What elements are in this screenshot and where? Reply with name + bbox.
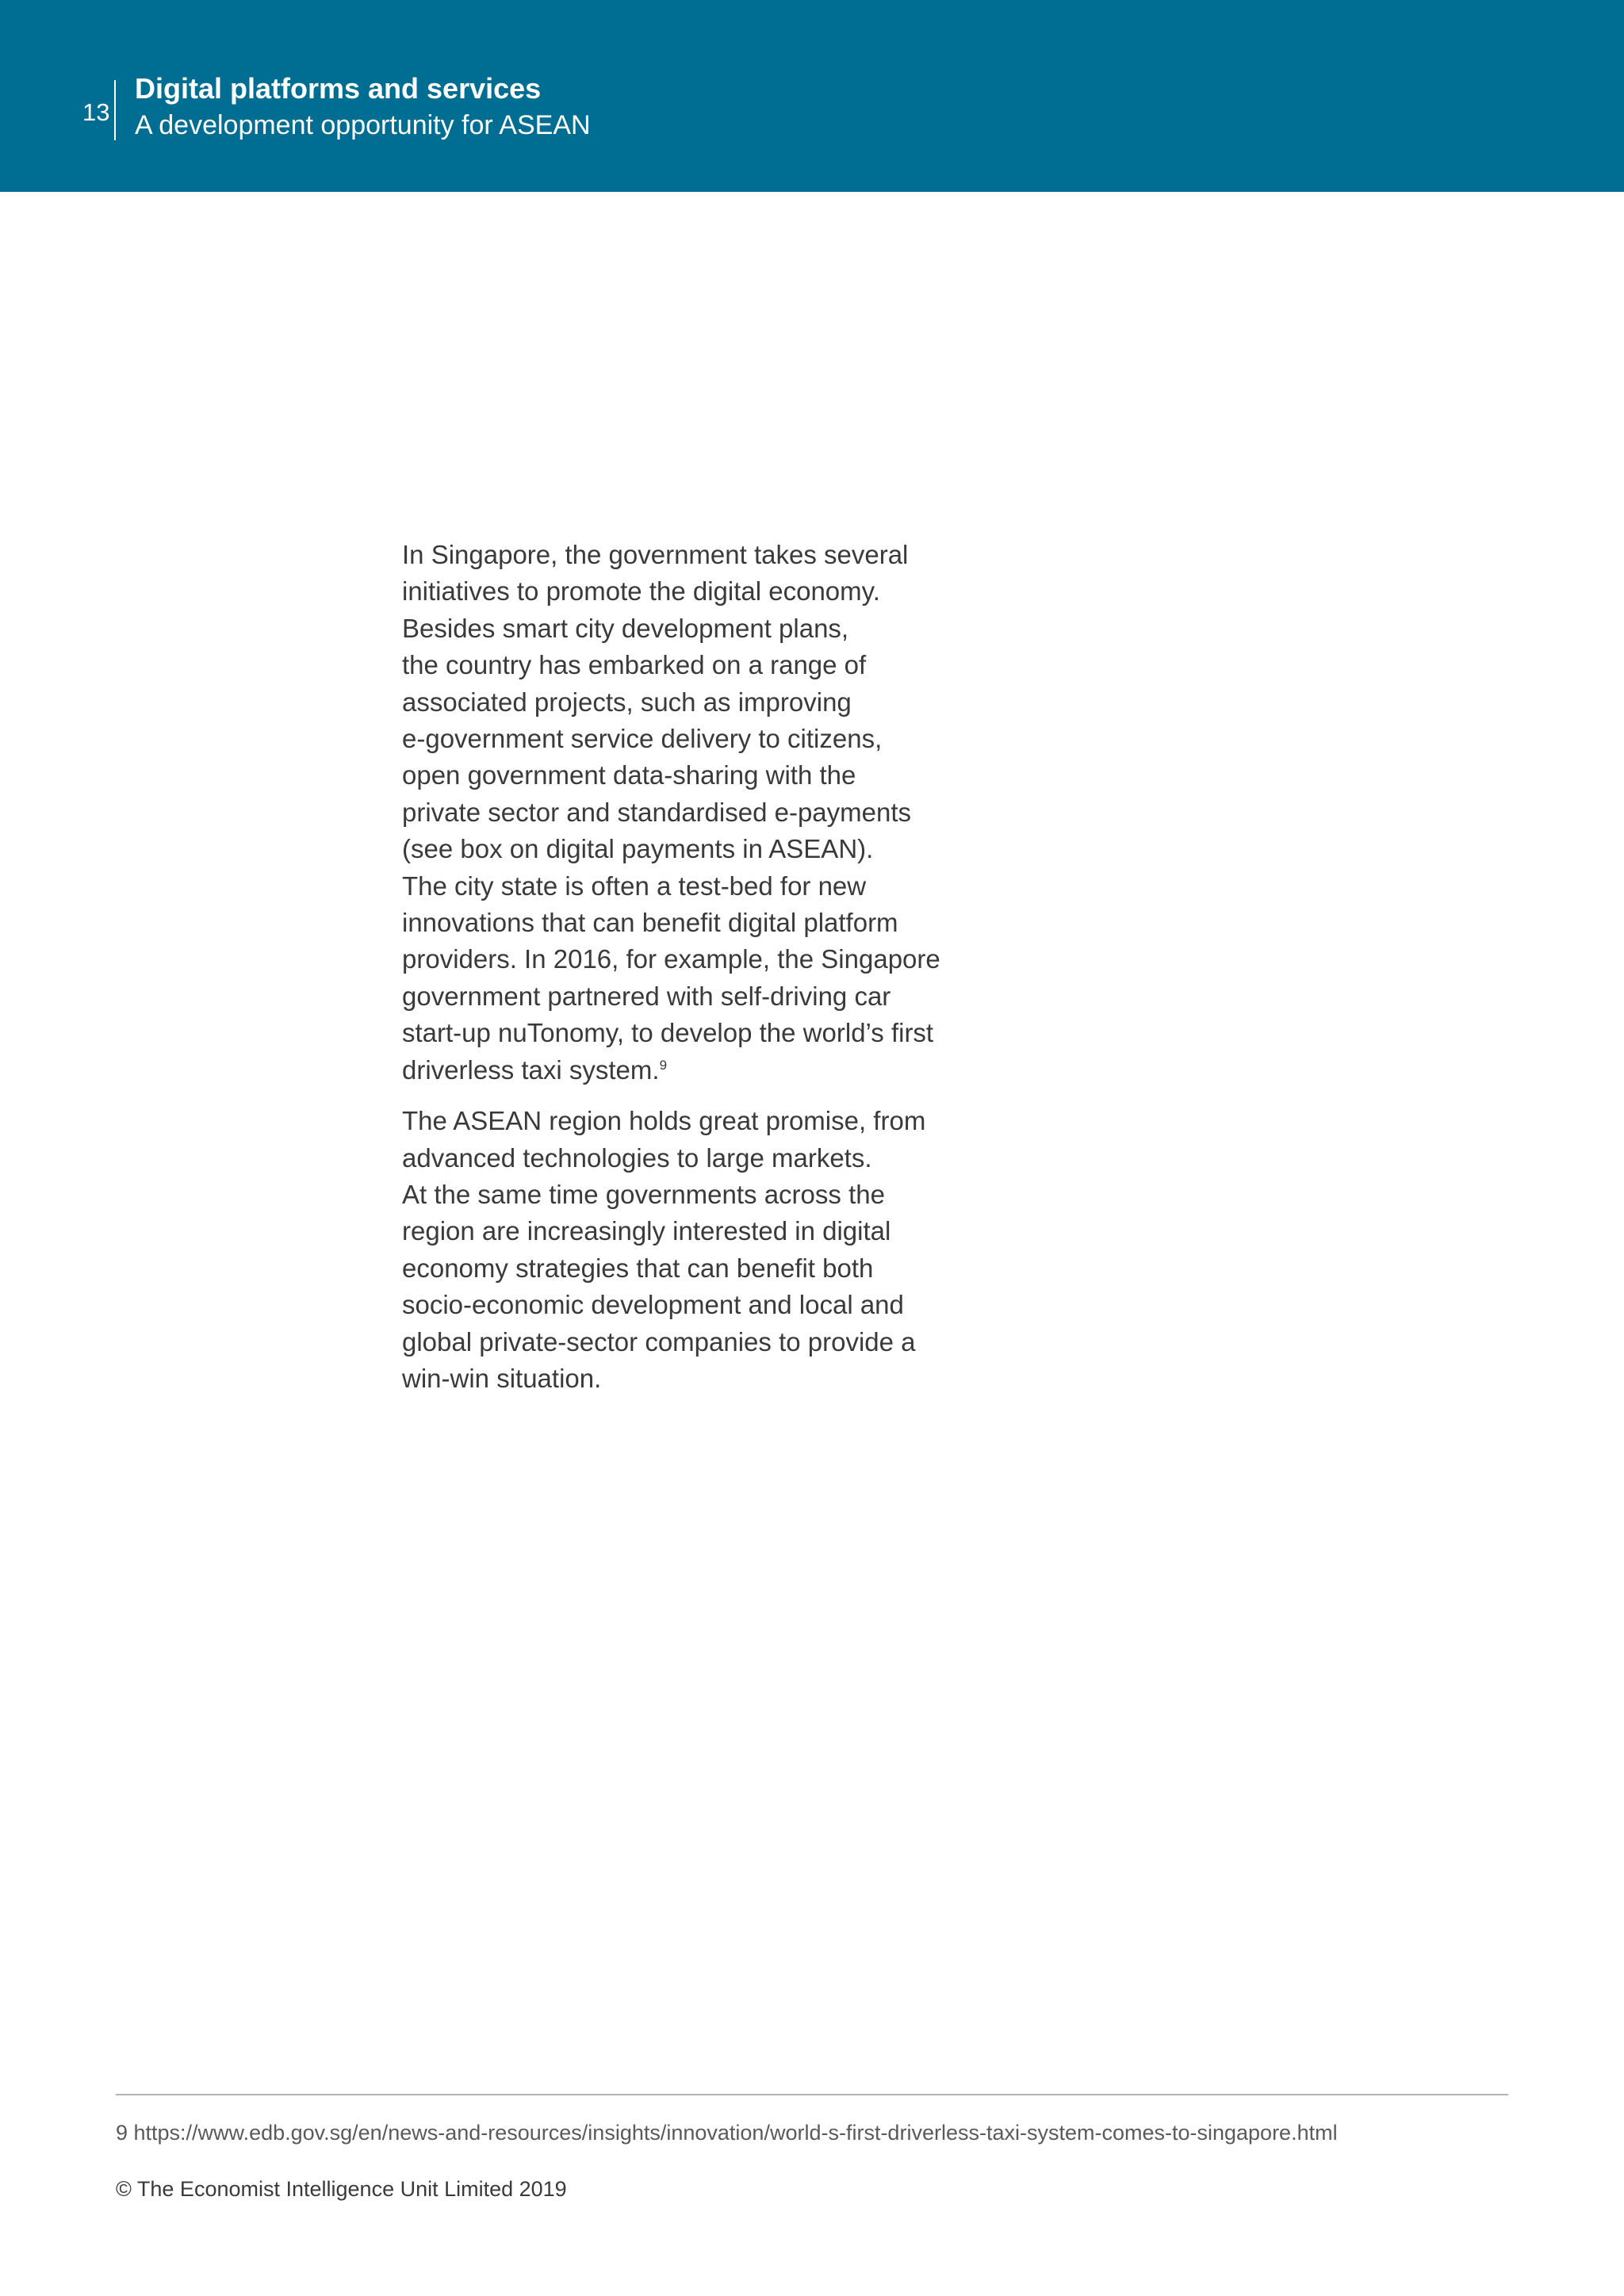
copyright-notice: © The Economist Intelligence Unit Limited 2019 (116, 2177, 567, 2201)
text-line-content: driverless taxi system. (402, 1054, 660, 1085)
page-number: 13 (82, 98, 110, 126)
text-line: government partnered with self-driving car (402, 981, 891, 1011)
footer-divider (116, 2094, 1508, 2095)
text-line: providers. In 2016, for example, the Singapore (402, 944, 940, 974)
text-line: (see box on digital payments in ASEAN). (402, 834, 874, 864)
report-subtitle: A development opportunity for ASEAN (135, 110, 591, 140)
body-text (402, 537, 957, 1397)
text-line: The ASEAN region holds great promise, from (402, 1106, 926, 1136)
text-line: At the same time governments across the (402, 1179, 885, 1209)
footnote-9[interactable]: 9 https://www.edb.gov.sg/en/news-and-resources/insights/innovation/world-s-first-driverless-taxi-system-comes-to-singapore.html (116, 2121, 1338, 2145)
report-title: Digital platforms and services (135, 72, 542, 105)
text-line: e-government service delivery to citizens, (402, 724, 883, 754)
text-line: Besides smart city development plans, (402, 613, 849, 643)
paragraph-singapore (402, 537, 957, 1089)
text-line: innovations that can benefit digital platform (402, 908, 898, 938)
text-line: associated projects, such as improving (402, 687, 852, 717)
text-line: The city state is often a test-bed for new (402, 871, 867, 901)
footnote-reference[interactable]: 9 (659, 1057, 668, 1073)
text-line: open government data-sharing with the (402, 760, 856, 790)
text-line: private sector and standardised e-payments (402, 797, 912, 827)
text-line: the country has embarked on a range of (402, 650, 867, 680)
text-line: In Singapore, the government takes several (402, 540, 909, 569)
text-line: economy strategies that can benefit both (402, 1253, 874, 1283)
text-line: socio-economic development and local and (402, 1290, 904, 1320)
text-line: win-win situation. (402, 1363, 602, 1393)
header-divider (114, 80, 116, 140)
text-line-last (402, 1052, 957, 1089)
text-line: start-up nuTonomy, to develop the world’s first (402, 1018, 934, 1048)
text-line: initiatives to promote the digital economy. (402, 576, 880, 607)
paragraph-asean (402, 1103, 957, 1397)
text-line: global private-sector companies to provide a (402, 1326, 916, 1357)
text-line: advanced technologies to large markets. (402, 1142, 872, 1173)
text-line: region are increasingly interested in digital (402, 1216, 891, 1246)
